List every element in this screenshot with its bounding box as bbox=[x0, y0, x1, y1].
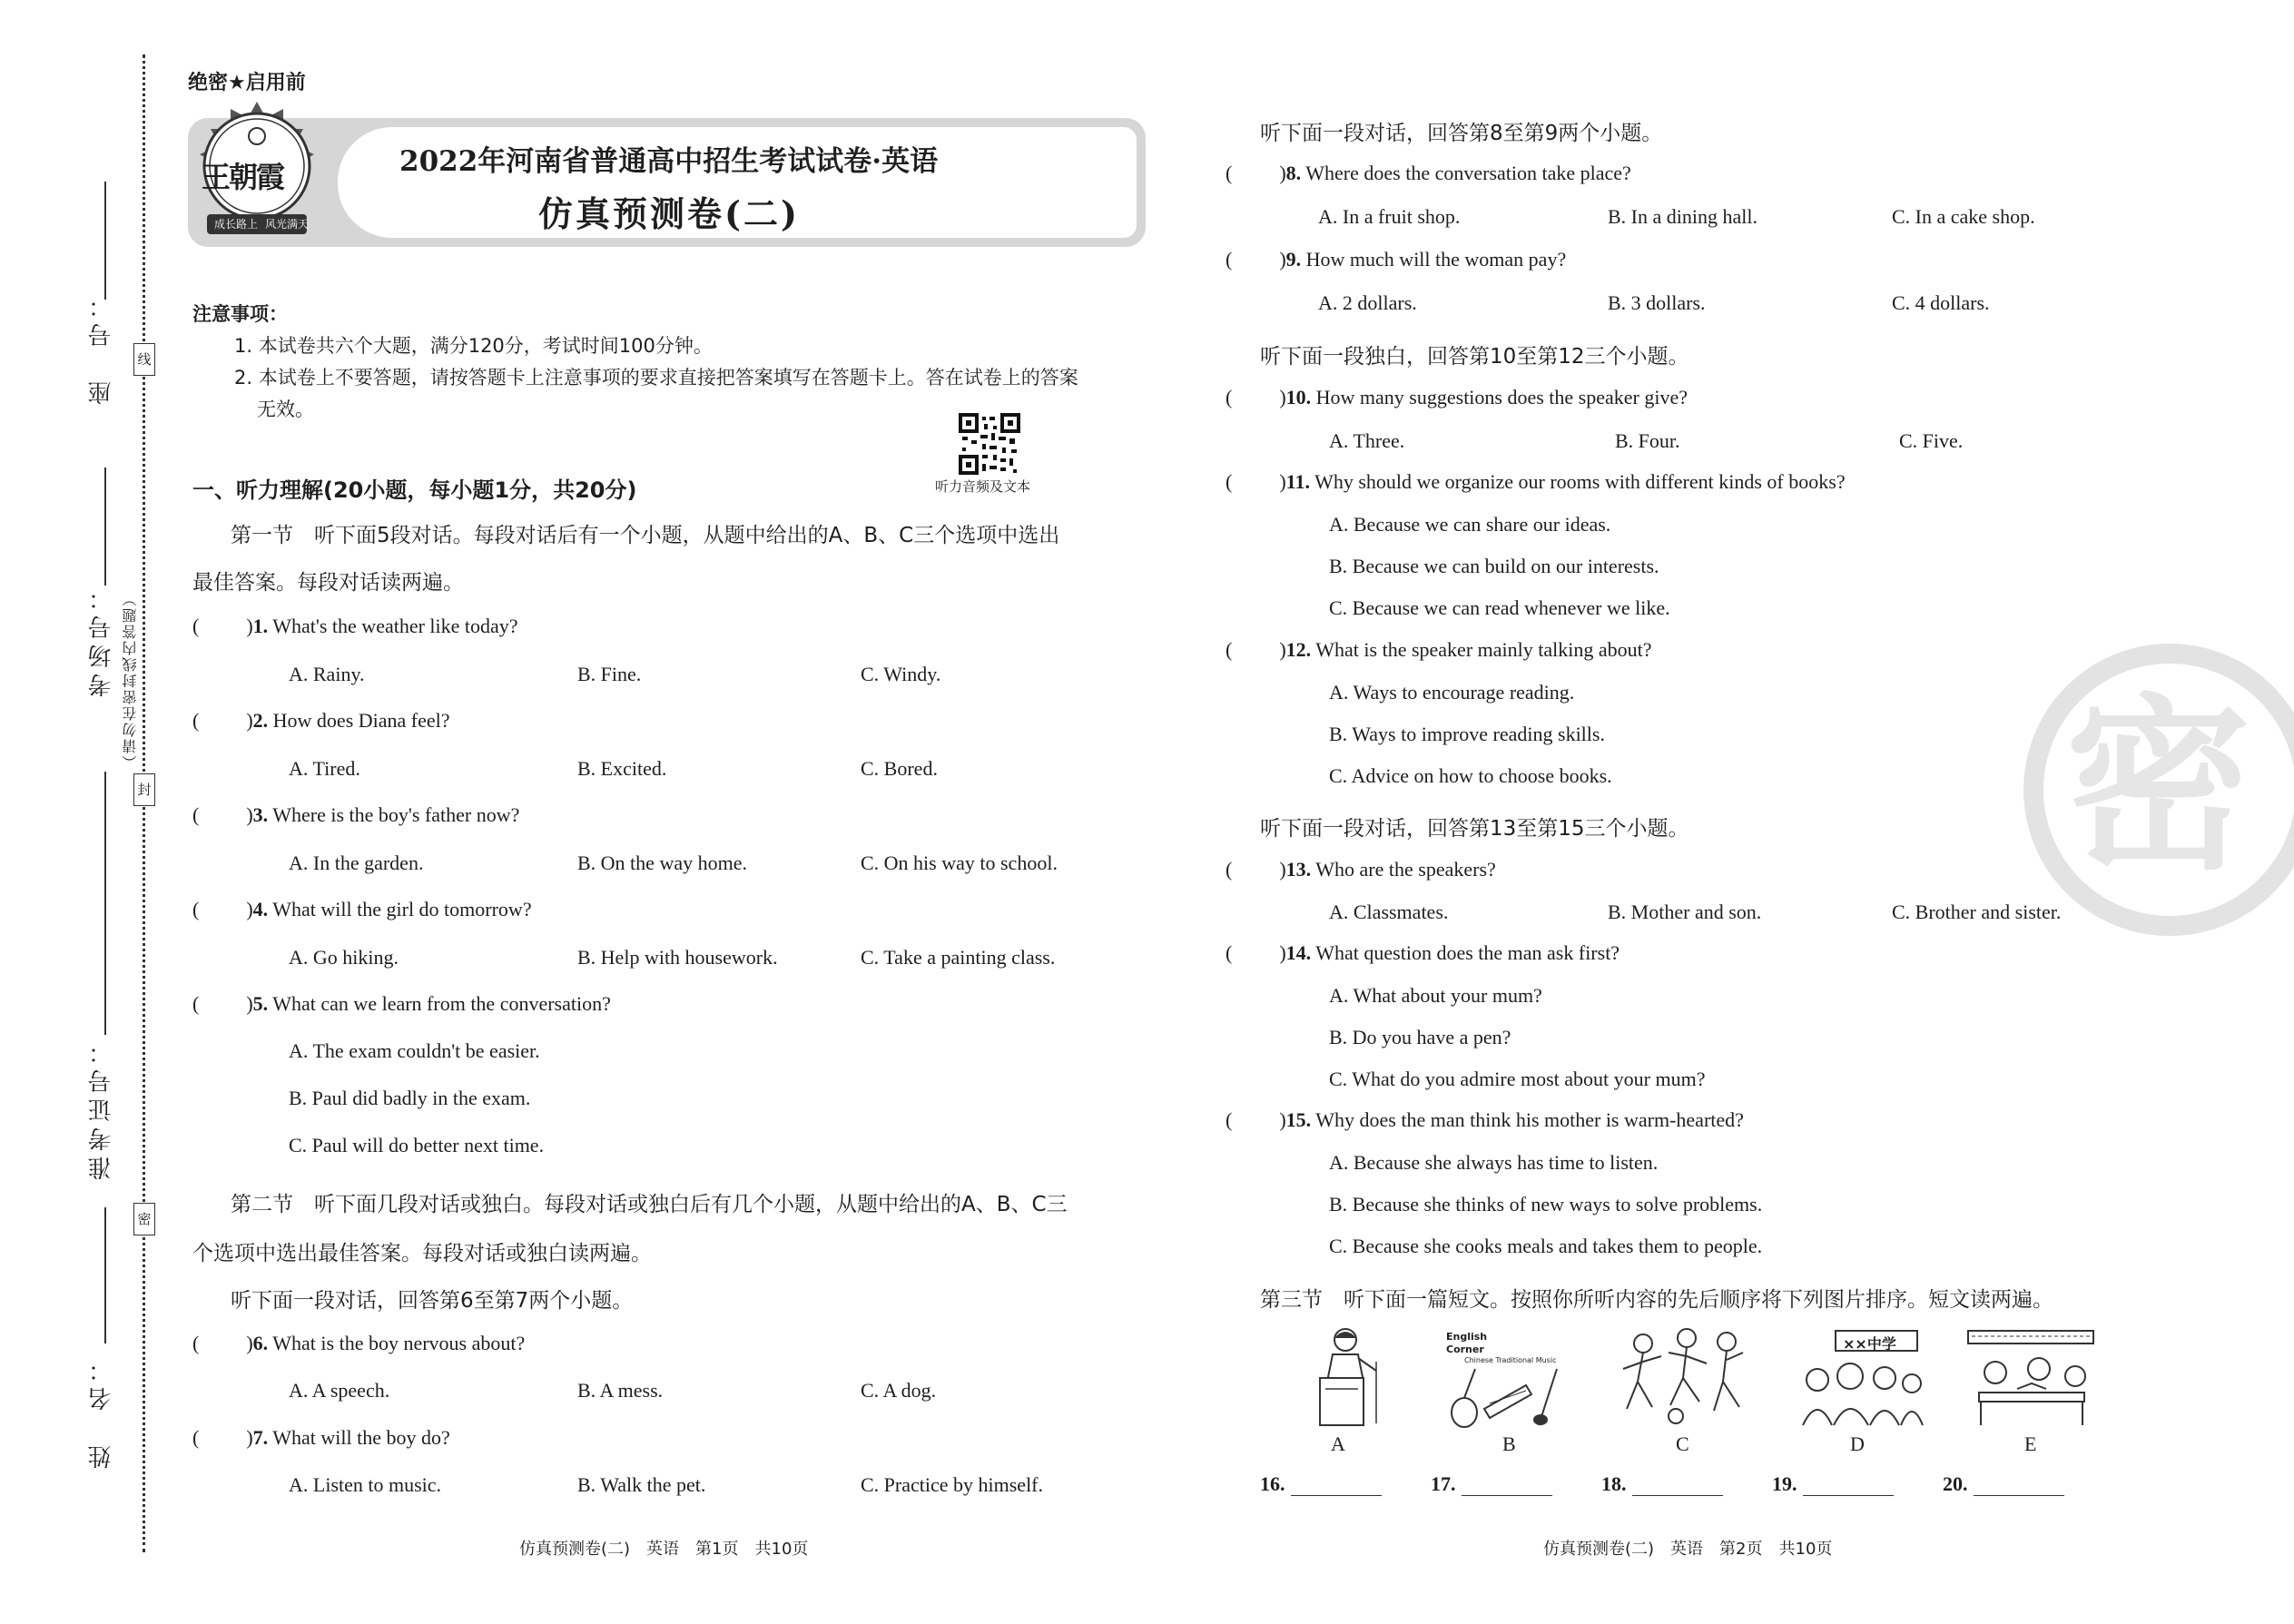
picture-label-d: D bbox=[1850, 1432, 1865, 1455]
question-6: ( )6. What is the boy nervous about? bbox=[192, 1332, 526, 1354]
part-1-instruction-line-2: 最佳答案。每段对话读两遍。 bbox=[192, 571, 464, 595]
q4-option-a[interactable]: A. Go hiking. bbox=[289, 946, 399, 969]
q6-option-b[interactable]: B. A mess. bbox=[577, 1379, 664, 1402]
name-line bbox=[104, 1207, 106, 1343]
question-9: ( )9. How much will the woman pay? bbox=[1226, 248, 1567, 271]
q5-option-c[interactable]: C. Paul will do better next time. bbox=[289, 1134, 545, 1156]
q14-option-c[interactable]: C. What do you admire most about your mum? bbox=[1329, 1068, 1706, 1090]
picture-e bbox=[1963, 1325, 2099, 1430]
q1-option-b[interactable]: B. Fine. bbox=[577, 663, 642, 685]
seal-warning: （请勿在密封线内答题） bbox=[122, 590, 139, 770]
watermark-seal bbox=[2020, 640, 2294, 940]
q14-option-a[interactable]: A. What about your mum? bbox=[1329, 984, 1542, 1007]
question-7: ( )7. What will the boy do? bbox=[192, 1426, 450, 1449]
q15-option-a[interactable]: A. Because she always has time to listen. bbox=[1329, 1151, 1659, 1174]
picture-label-b: B bbox=[1502, 1432, 1516, 1455]
picture-d-sign: ××中学 bbox=[1843, 1335, 1896, 1353]
picture-b-sign-2: Corner bbox=[1446, 1343, 1484, 1355]
q10-option-b[interactable]: B. Four. bbox=[1615, 429, 1680, 452]
musical-instruments-icon bbox=[1439, 1365, 1575, 1429]
q7-option-a[interactable]: A. Listen to music. bbox=[289, 1473, 442, 1496]
q9-option-c[interactable]: C. 4 dollars. bbox=[1892, 291, 1990, 314]
picture-c bbox=[1616, 1325, 1752, 1430]
qr-caption: 听力音频及文本 bbox=[935, 478, 1031, 495]
seal-mi-mark: 密 bbox=[133, 1203, 155, 1235]
q3-option-c[interactable]: C. On his way to school. bbox=[861, 851, 1058, 874]
answer-17-blank[interactable] bbox=[1462, 1475, 1552, 1496]
answer-19[interactable]: 19. bbox=[1772, 1472, 1894, 1496]
exam-subtitle: 仿真预测卷(二) bbox=[538, 193, 800, 234]
watermark-text: 密 bbox=[2065, 679, 2251, 895]
q4-option-b[interactable]: B. Help with housework. bbox=[577, 946, 778, 969]
question-10: ( )10. How many suggestions does the speaker give? bbox=[1226, 386, 1689, 408]
intro-questions-10-12: 听下面一段独白，回答第10至第12三个小题。 bbox=[1260, 345, 1689, 369]
q2-option-a[interactable]: A. Tired. bbox=[289, 757, 360, 780]
answer-17[interactable]: 17. bbox=[1431, 1472, 1552, 1496]
picture-b bbox=[1439, 1325, 1575, 1430]
q11-option-c[interactable]: C. Because we can read whenever we like. bbox=[1329, 596, 1670, 619]
name-label: 姓 名： bbox=[88, 1353, 115, 1469]
answer-19-blank[interactable] bbox=[1803, 1475, 1894, 1496]
q13-option-a[interactable]: A. Classmates. bbox=[1329, 901, 1449, 923]
q3-option-a[interactable]: A. In the garden. bbox=[289, 851, 424, 874]
picture-label-c: C bbox=[1676, 1432, 1689, 1455]
q7-option-b[interactable]: B. Walk the pet. bbox=[577, 1473, 706, 1496]
top-secret-label: 绝密★启用前 bbox=[188, 72, 306, 94]
q5-option-a[interactable]: A. The exam couldn't be easier. bbox=[289, 1039, 540, 1062]
intro-questions-13-15: 听下面一段对话，回答第13至第15三个小题。 bbox=[1260, 817, 1689, 841]
intro-questions-8-9: 听下面一段对话，回答第8至第9两个小题。 bbox=[1260, 122, 1663, 145]
question-5: ( )5. What can we learn from the conversation? bbox=[192, 992, 611, 1015]
answer-16[interactable]: 16. bbox=[1260, 1472, 1382, 1496]
exam-room-line bbox=[104, 468, 106, 586]
answer-16-blank[interactable] bbox=[1291, 1475, 1382, 1496]
q12-option-b[interactable]: B. Ways to improve reading skills. bbox=[1329, 723, 1605, 745]
seat-number-line bbox=[104, 182, 106, 300]
q10-option-c[interactable]: C. Five. bbox=[1899, 429, 1964, 452]
notice-heading: 注意事项： bbox=[192, 303, 288, 325]
children-playing-football-icon bbox=[1616, 1325, 1752, 1430]
question-14: ( )14. What question does the man ask first? bbox=[1226, 941, 1620, 964]
part-3-instruction: 第三节 听下面一篇短文。按照你所听内容的先后顺序将下列图片排序。短文读两遍。 bbox=[1260, 1288, 2053, 1312]
picture-label-a: A bbox=[1331, 1432, 1345, 1455]
q15-option-c[interactable]: C. Because she cooks meals and takes them to people. bbox=[1329, 1235, 1763, 1257]
picture-label-e: E bbox=[2024, 1432, 2037, 1455]
speaker-podium-icon bbox=[1289, 1325, 1398, 1430]
question-15: ( )15. Why does the man think his mother is warm-hearted? bbox=[1226, 1108, 1744, 1131]
exam-title: 2022年河南省普通高中招生考试试卷·英语 bbox=[399, 145, 939, 178]
qr-code-icon bbox=[959, 413, 1020, 475]
q11-option-b[interactable]: B. Because we can build on our interests. bbox=[1329, 555, 1659, 577]
seal-feng-mark: 封 bbox=[133, 773, 155, 806]
answer-18[interactable]: 18. bbox=[1601, 1472, 1723, 1496]
q8-option-b[interactable]: B. In a dining hall. bbox=[1608, 205, 1757, 228]
picture-d bbox=[1790, 1325, 1926, 1430]
q1-option-c[interactable]: C. Windy. bbox=[861, 663, 941, 685]
admission-number-line bbox=[104, 772, 106, 1035]
q6-option-c[interactable]: C. A dog. bbox=[861, 1379, 937, 1402]
question-8: ( )8. Where does the conversation take place? bbox=[1226, 162, 1631, 184]
notice-item-2: 2. 本试卷上不要答题，请按答题卡上注意事项的要求直接把答案填写在答题卡上。答在试卷上的答案 bbox=[234, 367, 1078, 389]
q13-option-b[interactable]: B. Mother and son. bbox=[1608, 901, 1762, 923]
qr-code[interactable] bbox=[959, 413, 1020, 475]
brand-logo-motto-right: 风光满天 bbox=[265, 218, 310, 231]
q8-option-c[interactable]: C. In a cake shop. bbox=[1892, 205, 2035, 228]
q9-option-a[interactable]: A. 2 dollars. bbox=[1318, 291, 1417, 314]
answer-18-blank[interactable] bbox=[1632, 1475, 1723, 1496]
q14-option-b[interactable]: B. Do you have a pen? bbox=[1329, 1026, 1511, 1048]
q1-option-a[interactable]: A. Rainy. bbox=[289, 663, 365, 685]
q3-option-b[interactable]: B. On the way home. bbox=[577, 851, 747, 874]
q2-option-c[interactable]: C. Bored. bbox=[861, 757, 938, 780]
question-3: ( )3. Where is the boy's father now? bbox=[192, 803, 520, 826]
q11-option-a[interactable]: A. Because we can share our ideas. bbox=[1329, 513, 1611, 536]
section-1-heading: 一、听力理解(20小题，每小题1分，共20分) bbox=[192, 477, 637, 503]
intro-questions-6-7: 听下面一段对话，回答第6至第7两个小题。 bbox=[231, 1289, 634, 1313]
q10-option-a[interactable]: A. Three. bbox=[1329, 429, 1405, 452]
brand-logo bbox=[189, 98, 325, 252]
q8-option-a[interactable]: A. In a fruit shop. bbox=[1318, 205, 1461, 228]
picture-a bbox=[1289, 1325, 1398, 1430]
q5-option-b[interactable]: B. Paul did badly in the exam. bbox=[289, 1087, 531, 1109]
seal-line-mark: 线 bbox=[133, 343, 155, 376]
question-13: ( )13. Who are the speakers? bbox=[1226, 858, 1496, 881]
picture-b-sign-3: Chinese Traditional Music bbox=[1464, 1356, 1557, 1364]
question-4: ( )4. What will the girl do tomorrow? bbox=[192, 898, 532, 920]
q4-option-c[interactable]: C. Take a painting class. bbox=[861, 946, 1056, 969]
notice-item-1: 1. 本试卷共六个大题，满分120分，考试时间100分钟。 bbox=[234, 335, 713, 357]
q13-option-c[interactable]: C. Brother and sister. bbox=[1892, 901, 2062, 923]
q15-option-b[interactable]: B. Because she thinks of new ways to solve problems. bbox=[1329, 1193, 1763, 1216]
seat-number-label: 座 号： bbox=[88, 289, 115, 405]
notice-item-2-cont: 无效。 bbox=[257, 399, 314, 420]
footer-page-2: 仿真预测卷(二) 英语 第2页 共10页 bbox=[1543, 1540, 1833, 1559]
q9-option-b[interactable]: B. 3 dollars. bbox=[1608, 291, 1706, 314]
footer-page-1: 仿真预测卷(二) 英语 第1页 共10页 bbox=[519, 1540, 809, 1559]
brand-logo-motto-left: 成长路上 bbox=[214, 218, 259, 231]
part-1-instruction-line-1: 第一节 听下面5段对话。每段对话后有一个小题，从题中给出的A、B、C三个选项中选出 bbox=[231, 524, 1060, 547]
question-1: ( )1. What's the weather like today? bbox=[192, 615, 518, 637]
q2-option-b[interactable]: B. Excited. bbox=[577, 757, 667, 780]
library-reading-icon bbox=[1963, 1325, 2099, 1430]
q6-option-a[interactable]: A. A speech. bbox=[289, 1379, 390, 1402]
q12-option-a[interactable]: A. Ways to encourage reading. bbox=[1329, 681, 1575, 704]
q7-option-c[interactable]: C. Practice by himself. bbox=[861, 1473, 1044, 1496]
picture-b-sign-1: English bbox=[1446, 1331, 1488, 1343]
question-12: ( )12. What is the speaker mainly talking about? bbox=[1226, 638, 1652, 661]
q12-option-c[interactable]: C. Advice on how to choose books. bbox=[1329, 764, 1612, 787]
question-2: ( )2. How does Diana feel? bbox=[192, 709, 450, 732]
answer-20-blank[interactable] bbox=[1974, 1475, 2064, 1496]
part-2-instruction-line-2: 个选项中选出最佳答案。每段对话或独白读两遍。 bbox=[192, 1242, 652, 1265]
answer-20[interactable]: 20. bbox=[1943, 1472, 2064, 1496]
part-2-instruction-line-1: 第二节 听下面几段对话或独白。每段对话或独白后有几个小题，从题中给出的A、B、C三 bbox=[231, 1193, 1068, 1216]
admission-number-label: 准考证号： bbox=[88, 1035, 115, 1180]
brand-logo-name: 王朝霞 bbox=[202, 160, 284, 194]
question-11: ( )11. Why should we organize our rooms with different kinds of books? bbox=[1226, 470, 1846, 493]
exam-room-label: 考场号： bbox=[88, 581, 115, 697]
